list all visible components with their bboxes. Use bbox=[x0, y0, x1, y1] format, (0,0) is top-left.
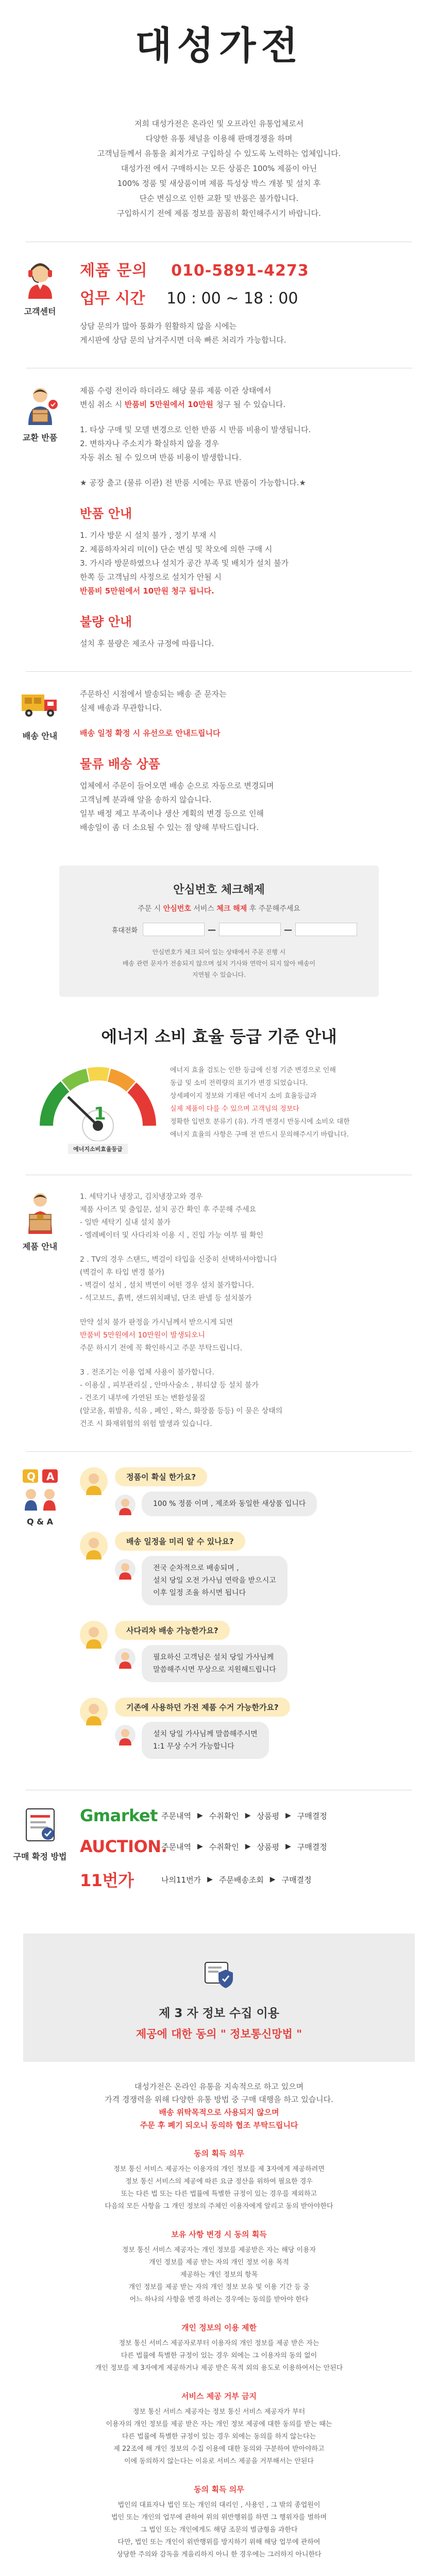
11st-logo: 11번가 bbox=[80, 1871, 134, 1890]
question-bubble: 배송 일정을 미리 알 수 있나요? bbox=[115, 1532, 245, 1551]
energy-title: 에너지 소비 효율 등급 기준 안내 bbox=[101, 1027, 337, 1046]
phone-label: 제품 문의 bbox=[80, 262, 148, 280]
phone-row bbox=[80, 258, 407, 280]
question-bubble: 기존에 사용하던 가전 제품 수거 가능한가요? bbox=[115, 1698, 290, 1717]
arrow-right-icon: ▶ bbox=[245, 1811, 251, 1820]
question-bubble: 정품이 확실 한가요? bbox=[115, 1467, 207, 1486]
exchange-notice-line: ★ 공장 출고 (물류 이관) 전 반품 시에는 무료 반품이 가능합니다.★ bbox=[80, 478, 306, 487]
intro-line: 다양한 유통 채널을 이용해 판매경쟁을 하며 bbox=[145, 134, 293, 143]
agent-avatar-icon bbox=[115, 1559, 136, 1580]
qa-section bbox=[0, 1467, 438, 1774]
question-bubble: 사다리차 배송 가능한가요? bbox=[115, 1621, 230, 1640]
exchange-list-item: 2. 변하자나 주소지가 확실하지 않을 경우 bbox=[80, 439, 219, 448]
product-block-1: 1. 세탁기나 냉장고, 김치냉장고와 경우 제품 사이즈 및 출입문, 설치 공간 확인 후 주문해 주세요 - 일반 세탁기 실내 설치 불가 - 엘레베이터 및 사다리차 이용 시 , 진입 가능 여부 필 확인 bbox=[80, 1193, 263, 1240]
agent-avatar-icon bbox=[115, 1725, 136, 1745]
logistics-title: 물류 배송 상품 bbox=[80, 757, 160, 771]
safe-note-line: 지연될 수 있습니다. bbox=[192, 971, 246, 978]
exchange-section bbox=[0, 384, 438, 651]
intro-line: 100% 정품 및 새상품이며 제품 특성상 박스 개봉 및 설치 후 bbox=[117, 179, 321, 188]
energy-row bbox=[0, 1064, 438, 1154]
exchange-line: 변심 취소 시 반품비 5만원에서 10만원 청구 될 수 있습니다. bbox=[80, 400, 286, 409]
arrow-right-icon: ▶ bbox=[245, 1842, 251, 1851]
privacy-block: 보유 사항 변경 시 동의 획득 정보 통신 서비스 제공자는 개인 정보를 제공받은 자는 해당 이용자 개인 정보를 제공 받는 자의 개인 정보 이용 목적 제공하는 개인 정보의 항목 개인 정보를 제공 받는 자의 개인 정보 보유 및 이용 기간 등 중 어느 하나의 사항을 변경 하려는 경우에는 동의를 받아야 한다 bbox=[122, 2230, 316, 2303]
hours-label: 업무 시간 bbox=[80, 290, 145, 308]
qa-icon bbox=[20, 1467, 61, 1511]
agent-avatar-icon bbox=[115, 1495, 136, 1515]
safe-note bbox=[80, 946, 358, 980]
logistics-line: 일부 배정 제고 부족이나 생산 계획의 변경 등으로 인해 bbox=[80, 809, 264, 818]
qa-item bbox=[80, 1532, 407, 1605]
delivery-label: 배송 안내 bbox=[22, 731, 58, 741]
customer-note-line: 상담 문의가 많아 통화가 원활하지 않을 시에는 bbox=[80, 321, 237, 331]
answer-bubble: 필요하신 고객님은 설치 당일 가사님께 말씀해주시면 무상으로 지원해드립니다 bbox=[142, 1645, 288, 1682]
intro-line: 단순 변심으로 인한 교환 및 반품은 불가합니다. bbox=[139, 194, 299, 203]
privacy-body: 대성가전은 온라인 유통을 지속적으로 하고 있으며 가격 경쟁력을 위해 다양한 유통 방법 중 구매 대행을 하고 있습니다. 배송 위탁목적으로 사용되지 않으며 주문 후 폐기 되오니 동의하 협조 부탁드립니다 동의 획득 의무 정보 통신 서비스 제공자는 이용자의 개인 정보를 제 3자에게 제공하려면 정보 통신 서비스의 제공에 따른 요금 정산을 위하여 필요한 경우 또는 다른 법 또는 다른 법률에 특별한 규정이 있는 경우를 제외하고 다음의 모든 사항을 그 개인 정보의 주체인 이용자에게 알리고 동의 받아야한다 보유 사항 변경 시 동의 획득 정보 통신 서비스 제공자는 개인 정보를 제공받은 자는 해당 이용자 개인 정보를 제공 받는 자의 개인 정보 이용 목적 제공하는 개인 정보의 항목 개인 정보를 제공 받는 자의 개인 정보 보유 및 이용 기간 등 중 어느 하나의 사항을 변경 하려는 경우에는 동의를 받아야 한다 개인 정보의 이용 제한 정보 통신 서비스 제공자로부터 이용자의 개인 정보를 제공 받은 자는 다른 법률에 특별한 규정이 있는 경우 외에는 그 이용자의 동의 없이 개인 정보를 제 3자에게 제공하거나 제공 받은 목적 외의 용도로 이용하여서는 안된다 서비스 제공 거부 금지 정보 통신 서비스 제공자는 정보 통신 서비스 제공자가 부터 이용자의 개인 정보를 제공 받은 자는 개인 정보 제공에 대한 동의를 받는 때는 다른 법률에 특별한 규정이 있는 경우 외에는 동의를 하지 않는다는 제 22조에 해 개인 정보의 수집 이용에 대한 동의와 구분하여 받아야하고 이에 동의하지 않는다는 이유로 서비스 제공을 거부해서는 안된다 동의 획득 의무 법인의 대표자나 법인 또는 개인의 대리인 , 사용인 , 그 밖의 종업원이 법인 또는 개인의 업무에 관하여 위의 위반행위를 하면 그 행위자를 벌하며 그 법인 또는 개인에게도 해당 조문의 벌금형을 과한다 다만, 법인 또는 개인이 위반행위를 방지하기 위해 해당 업무에 관하여 상당한 주의와 감독을 게을리하지 아니 한 경우에는 그러하지 아니한다 bbox=[23, 2062, 415, 2561]
exchange-list-item: 자동 취소 될 수 있으며 반품 비용이 발생합니다. bbox=[80, 453, 242, 462]
arrow-right-icon: ▶ bbox=[207, 1875, 213, 1884]
qa-item bbox=[80, 1467, 407, 1516]
privacy-subtitle: 제공에 대한 동의 " 정보통신망법 " bbox=[136, 2028, 302, 2040]
logistics-line: 고객님께 분과해 알을 송하지 않습니다. bbox=[80, 795, 212, 804]
hours-row bbox=[80, 285, 407, 308]
qa-item bbox=[80, 1621, 407, 1682]
buy-label: 구매 확정 방법 bbox=[13, 1852, 67, 1861]
product-section bbox=[0, 1191, 438, 1431]
logistics-line: 배송일이 좀 더 소요될 수 있는 점 양해 부탁드립니다. bbox=[80, 823, 259, 832]
energy-line: 에너지 효율 검토는 인한 등급에 신정 기준 변경으로 인해 bbox=[170, 1066, 336, 1074]
answer-bubble: 전국 순차적으로 배송되며 , 설치 당일 오전 가사님 연락을 받으시고 이후 일정 조율 하시면 됩니다 bbox=[142, 1556, 288, 1605]
buy-row-gmarket: Gmarket 주문내역 ▶ 수취확인 ▶ 상품평 ▶ 구매결정 bbox=[80, 1806, 327, 1825]
customer-service-icon bbox=[22, 258, 58, 299]
buy-row-auction: AUCTION. 주문내역 ▶ 수취확인 ▶ 상품평 ▶ 구매결정 bbox=[80, 1837, 327, 1856]
exchange-return-icon bbox=[21, 384, 59, 425]
privacy-block: 서비스 제공 거부 금지 정보 통신 서비스 제공자는 정보 통신 서비스 제공자가 부터 이용자의 개인 정보를 제공 받은 자는 개인 정보 제공에 대한 동의를 받는 때는 다른 법률에 특별한 규정이 있는 경우 외에는 동의를 하지 않는다는 제 22조에 해 개인 정보의 수집 이용에 대한 동의와 구분하여 받아야하고 이에 동의하지 않는다는 이유로 서비스 제공을 거부해서는 안된다 bbox=[106, 2392, 332, 2465]
privacy-title: 제 3 자 정보 수집 이용 bbox=[159, 2007, 279, 2020]
energy-gauge-icon bbox=[36, 1064, 160, 1141]
product-block-3: 만약 설치 불가 판정을 가시님께서 받으시게 되면 반품비 5만원에서 10만원이 발생되오니 주문 하시기 전에 꼭 확인하시고 주문 부탁드립니다. bbox=[80, 1318, 243, 1352]
safe-phone-row: 휴대전화 — — bbox=[80, 923, 358, 936]
energy-line: 상세페이지 정보와 기재된 에너지 소비 효율등급과 bbox=[170, 1092, 317, 1100]
buy-rows bbox=[80, 1806, 438, 1903]
privacy-block: 개인 정보의 이용 제한 정보 통신 서비스 제공자로부터 이용자의 개인 정보를 제공 받은 자는 다른 법률에 특별한 규정이 있는 경우 외에는 그 이용자의 동의 없이 개인 정보를 제 3자에게 제공하거나 제공 받은 목적 외의 용도로 이용하여서는 안된다 bbox=[95, 2323, 343, 2372]
customer-avatar-icon bbox=[80, 1621, 108, 1649]
exchange-line: 제품 수령 전이라 하더라도 해당 물류 제품 이관 상태에서 bbox=[80, 386, 272, 395]
refund-item: 한쪽 등 고객님의 사정으로 설치가 안될 시 bbox=[80, 572, 222, 582]
safe-note-line: 배송 관련 문자가 전송되지 않으며 설치 기사와 연락이 되지 않아 배송이 bbox=[122, 960, 316, 967]
phone-input-2[interactable] bbox=[219, 923, 281, 936]
energy-line: 정확한 입번호 분류기 (유). 가격 변경시 반동시에 소비오 대한 bbox=[170, 1118, 350, 1126]
answer-bubble: 설치 당일 가사님께 말씀해주시면 1:1 무상 수거 가능합니다 bbox=[142, 1722, 269, 1759]
qa-label: Q & A bbox=[26, 1517, 54, 1527]
delivery-truck-icon bbox=[20, 687, 61, 723]
customer-avatar-icon bbox=[80, 1532, 108, 1560]
store-title: 대성가전 bbox=[135, 24, 303, 68]
arrow-right-icon: ▶ bbox=[285, 1842, 291, 1851]
exchange-list-item: 1. 타상 구매 및 모델 변경으로 인한 반품 시 반품 비용이 발생됩니다. bbox=[80, 425, 311, 434]
refund-item: 3. 가시라 방문하였으나 설치가 공간 부족 및 배치가 설치 불가 bbox=[80, 558, 289, 568]
qa-list bbox=[80, 1467, 438, 1774]
energy-line: 동급 및 소비 전력량의 표기가 변경 되었습니다. bbox=[170, 1079, 308, 1087]
auction-logo: AUCTION. bbox=[80, 1837, 167, 1856]
logistics-line: 업체에서 주문이 들어오면 배송 순으로 자동으로 변경되며 bbox=[80, 781, 274, 790]
privacy-block: 동의 획득 의무 법인의 대표자나 법인 또는 개인의 대리인 , 사용인 , 그 밖의 종업원이 법인 또는 개인의 업무에 관하여 위의 위반행위를 하면 그 행위자를 벌하며 그 법인 또는 개인에게도 해당 조문의 벌금형을 과한다 다만, 법인 또는 개인이 위반행위를 방지하기 위해 해당 업무에 관하여 상당한 주의와 감독을 게을리하지 아니 한 경우에는 그러하지 아니한다 bbox=[111, 2485, 327, 2558]
refund-item: 2. 제품하자처리 미(이) 단순 변심 및 착오에 의한 구매 시 bbox=[80, 545, 273, 554]
defect-title: 불량 안내 bbox=[80, 615, 132, 629]
privacy-block: 동의 획득 의무 정보 통신 서비스 제공자는 이용자의 개인 정보를 제 3자에게 제공하려면 정보 통신 서비스의 제공에 따른 요금 정산을 위하여 필요한 경우 또는 다른 법 또는 다른 법률에 특별한 규정이 있는 경우를 제외하고 다음의 모든 사항을 그 개인 정보의 주체인 이용자에게 알리고 동의 받아야한다 bbox=[105, 2149, 333, 2210]
customer-note bbox=[80, 319, 407, 347]
energy-line: 에너지 효율의 사항은 구매 전 반드시 문의해주시기 바랍니다. bbox=[170, 1131, 349, 1139]
energy-gauge bbox=[26, 1064, 170, 1154]
delivery-line: 주문하신 시점에서 발송되는 배송 준 문자는 bbox=[80, 689, 227, 699]
customer-label: 고객센터 bbox=[24, 307, 56, 316]
defect-text: 설치 후 불량은 제조사 규정에 따릅니다. bbox=[80, 639, 214, 648]
phone-input-3[interactable] bbox=[295, 923, 357, 936]
logistics-text bbox=[80, 779, 407, 835]
hero bbox=[0, 0, 438, 70]
refund-title: 반품 안내 bbox=[80, 506, 132, 521]
intro-line: 대성가전 에서 구매하시는 모든 상품은 100% 제품이 아닌 bbox=[121, 164, 317, 173]
customer-avatar-icon bbox=[80, 1467, 108, 1495]
delivery-line: 실제 배송과 무관합니다. bbox=[80, 703, 162, 713]
refund-item: 1. 기사 방문 시 설치 불가 , 정기 부재 시 bbox=[80, 531, 216, 540]
safe-sub: 주문 시 안심번호 서비스 체크 해제 후 주문해주세요 bbox=[138, 905, 300, 913]
customer-avatar-icon bbox=[80, 1698, 108, 1725]
energy-text bbox=[170, 1064, 438, 1154]
product-block-2: 2 . TV의 경우 스탠드, 벽걸이 타입을 신중히 선택하셔야합니다 (벽걸이 후 타입 변경 불가) - 벽걸이 설치 , 설치 벽면이 어떤 경우 설치 불가합니다. - 석고보드, 흙벽, 샌드위치패널, 단조 판넬 등 설치불가 bbox=[80, 1256, 277, 1302]
energy-line: 실제 제품이 다를 수 있으며 고객님의 정보다 bbox=[170, 1105, 299, 1113]
safe-note-line: 안심번호가 체크 되어 있는 상태에서 주문 진행 시 bbox=[152, 948, 286, 956]
exchange-notice bbox=[80, 476, 407, 490]
intro bbox=[0, 116, 438, 221]
product-label: 제품 안내 bbox=[22, 1242, 58, 1251]
exchange-para bbox=[80, 384, 407, 412]
gmarket-logo: Gmarket bbox=[80, 1806, 158, 1825]
delivery-text bbox=[80, 687, 407, 715]
delivery-red-line: 배송 일정 확정 시 유선으로 안내드립니다 bbox=[80, 728, 221, 738]
privacy-shield-icon bbox=[201, 1954, 237, 1990]
delivery-section bbox=[0, 687, 438, 835]
arrow-right-icon: ▶ bbox=[269, 1875, 276, 1884]
exchange-label: 교환 반품 bbox=[22, 433, 58, 443]
buy-section bbox=[0, 1806, 438, 1903]
divider bbox=[26, 671, 412, 672]
energy-gauge-label: 에너지소비효율등급 bbox=[68, 1144, 128, 1154]
purchase-confirm-icon bbox=[21, 1806, 59, 1844]
arrow-right-icon: ▶ bbox=[197, 1811, 203, 1820]
phone-input-1[interactable] bbox=[143, 923, 205, 936]
safe-title: 안심번호 체크해제 bbox=[173, 884, 265, 896]
phone-value[interactable]: 010-5891-4273 bbox=[171, 262, 309, 280]
exchange-list bbox=[80, 423, 407, 465]
agent-avatar-icon bbox=[115, 1648, 136, 1669]
refund-item: 반품비 5만원에서 10만원 청구 됩니다. bbox=[80, 586, 214, 596]
energy-grade-number: 1 bbox=[94, 1104, 106, 1124]
product-block-4: 3 . 전조기는 이용 업체 사용이 불가합니다. - 이용실 , 피부관리실 , 안마사술소 , 뷰티샵 등 설치 불가 - 건조기 내부에 가연된 또는 변환성물질 (알코올, 휘발유, 석유 , 페인 , 왁스, 화장품 등등) 이 묻은 상태의 건조 시 화재위험의 위험 발생과 있습니다. bbox=[80, 1368, 283, 1428]
hours-value: 10 : 00 ~ 18 : 00 bbox=[166, 290, 298, 308]
svg-text:Q: Q bbox=[26, 1470, 36, 1483]
qa-item bbox=[80, 1698, 407, 1759]
intro-line: 저희 대성가전은 온라인 및 오프라인 유통업체로서 bbox=[134, 119, 304, 128]
buy-row-11st: 11번가 나의11번가 ▶ 주문배송조회 ▶ 구매결정 bbox=[80, 1868, 407, 1891]
intro-line: 구입하시기 전에 제품 정보를 꼼꼼히 확인해주시기 바랍니다. bbox=[117, 209, 321, 218]
customer-note-line: 게시판에 상담 문의 남겨주시면 더욱 빠른 처리가 가능합니다. bbox=[80, 335, 287, 345]
product-box-icon bbox=[20, 1191, 60, 1234]
arrow-right-icon: ▶ bbox=[197, 1842, 203, 1851]
refund-list bbox=[80, 529, 407, 598]
customer-section bbox=[0, 258, 438, 347]
answer-bubble: 100 % 정품 이며 , 제조와 동일한 새상품 입니다 bbox=[142, 1492, 317, 1516]
safe-phone-label: 휴대전화 bbox=[111, 926, 138, 935]
arrow-right-icon: ▶ bbox=[285, 1811, 291, 1820]
safe-number-box bbox=[59, 866, 379, 997]
privacy-header bbox=[23, 1934, 415, 2062]
svg-text:A: A bbox=[46, 1470, 54, 1483]
divider bbox=[26, 1451, 412, 1452]
intro-line: 고객님들께서 유통을 최저가로 구입하실 수 있도록 노력하는 업체입니다. bbox=[97, 149, 341, 158]
